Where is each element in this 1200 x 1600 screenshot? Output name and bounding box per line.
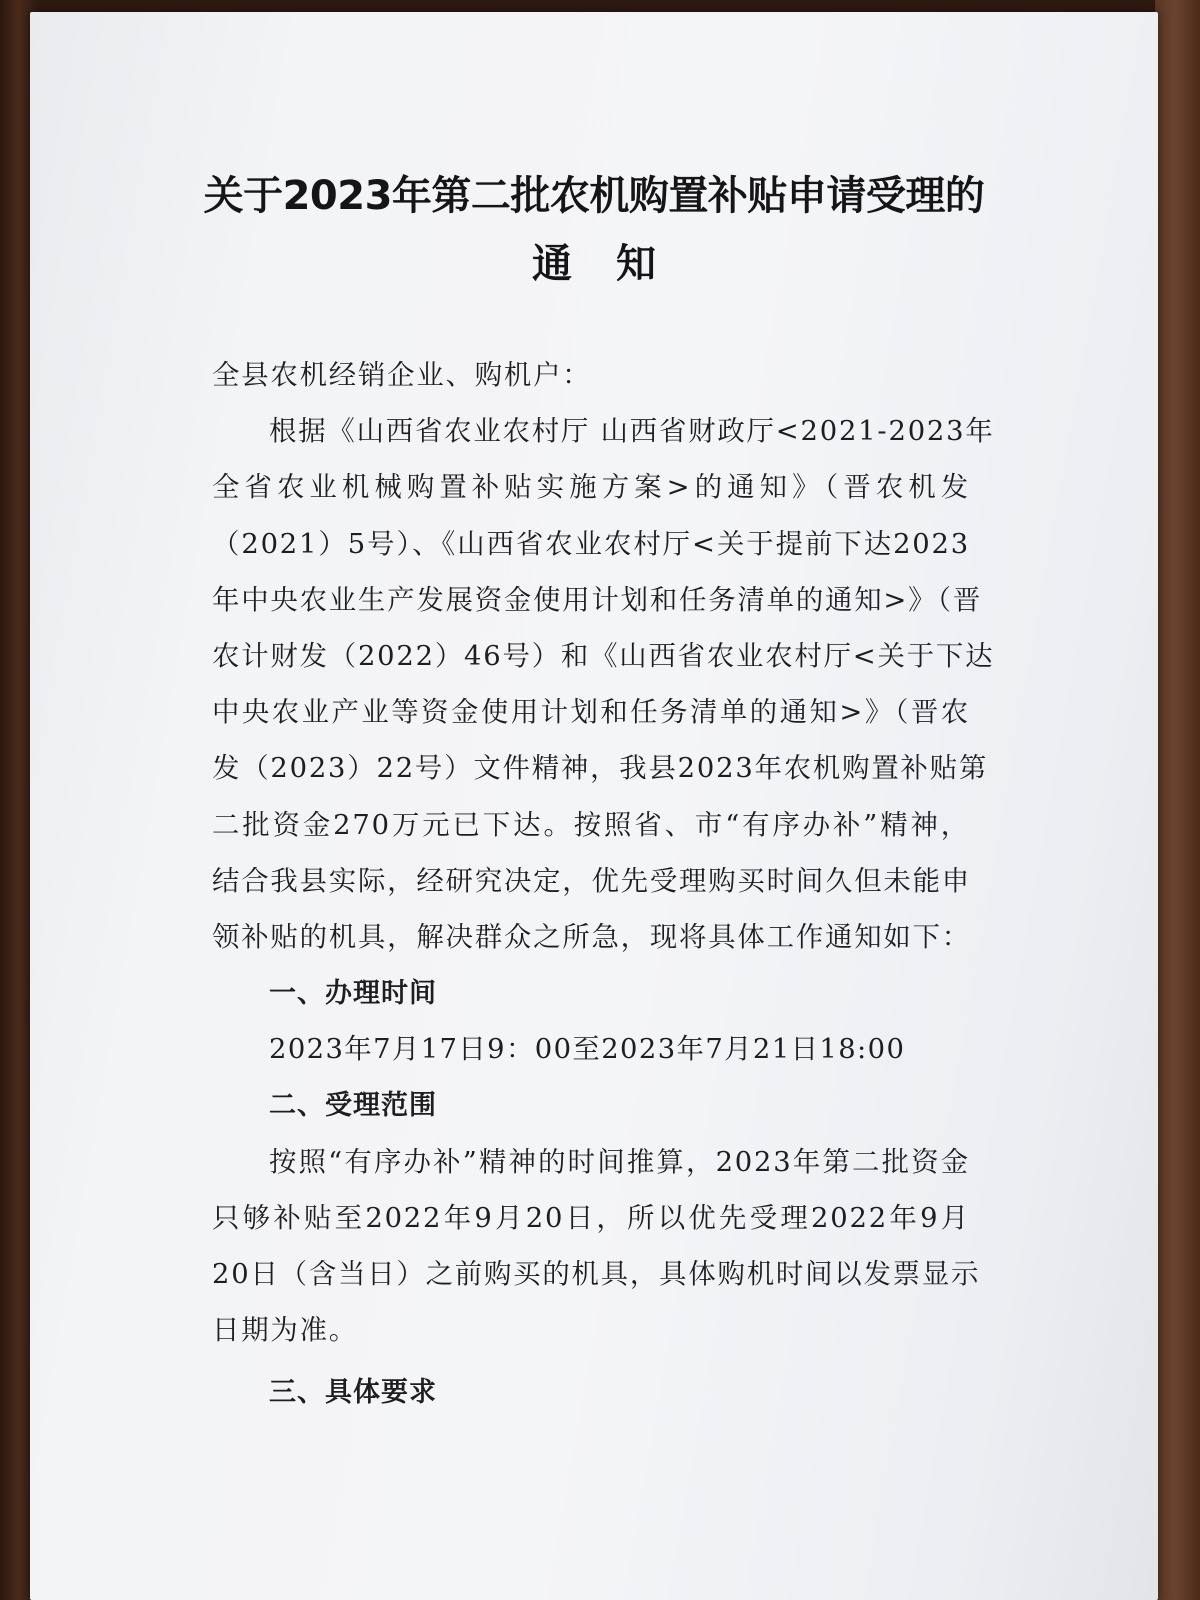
salutation: 全县农机经销企业、购机户： [212, 360, 592, 391]
section-heading-requirements: 三、具体要求 [269, 1377, 437, 1409]
paper-sheet [30, 12, 1158, 1600]
intro-line: 中央农业产业等资金使用计划和任务清单的通知>》（晋农 [212, 697, 970, 729]
document-title: 关于2023年第二批农机购置补贴申请受理的 [203, 173, 985, 219]
scope-line: 只够补贴至2022年9月20日，所以优先受理2022年9月 [212, 1202, 970, 1234]
notice-document [30, 12, 1158, 1600]
intro-line: （2021）5号）、《山西省农业农村厅<关于提前下达2023 [212, 528, 970, 560]
intro-line: 领补贴的机具，解决群众之所急，现将具体工作通知如下： [212, 921, 971, 953]
scope-line: 20日（含当日）之前购买的机具，具体购机时间以发票显示 [212, 1259, 981, 1290]
intro-line: 二批资金270万元已下达。按照省、市“有序办补”精神， [212, 809, 970, 841]
section-heading-time: 一、办理时间 [269, 978, 437, 1010]
intro-line: 全省农业机械购置补贴实施方案>的通知》（晋农机发 [212, 472, 970, 504]
document-body [212, 348, 995, 1422]
intro-line: 农计财发（2022）46号）和《山西省农业农村厅<关于下达 [212, 640, 995, 672]
intro-line: 结合我县实际，经研究决定，优先受理购买时间久但未能申 [212, 865, 971, 897]
intro-line: 发（2023）22号）文件精神，我县2023年农机购置补贴第 [212, 753, 989, 785]
processing-time: 2023年7月17日9：00至2023年7月21日18:00 [269, 1034, 906, 1066]
section-heading-scope: 二、受理范围 [269, 1090, 437, 1122]
document-title-second-line: 通知 [532, 241, 700, 287]
intro-line: 年中央农业生产发展资金使用计划和任务清单的通知>》（晋 [212, 584, 983, 616]
wooden-desk-edge [1155, 0, 1200, 1600]
intro-line: 根据《山西省农业农村厅 山西省财政厅<2021-2023年 [269, 416, 995, 448]
scope-line: 日期为准。 [212, 1315, 358, 1347]
scope-line: 按照“有序办补”精神的时间推算，2023年第二批资金 [269, 1146, 970, 1178]
